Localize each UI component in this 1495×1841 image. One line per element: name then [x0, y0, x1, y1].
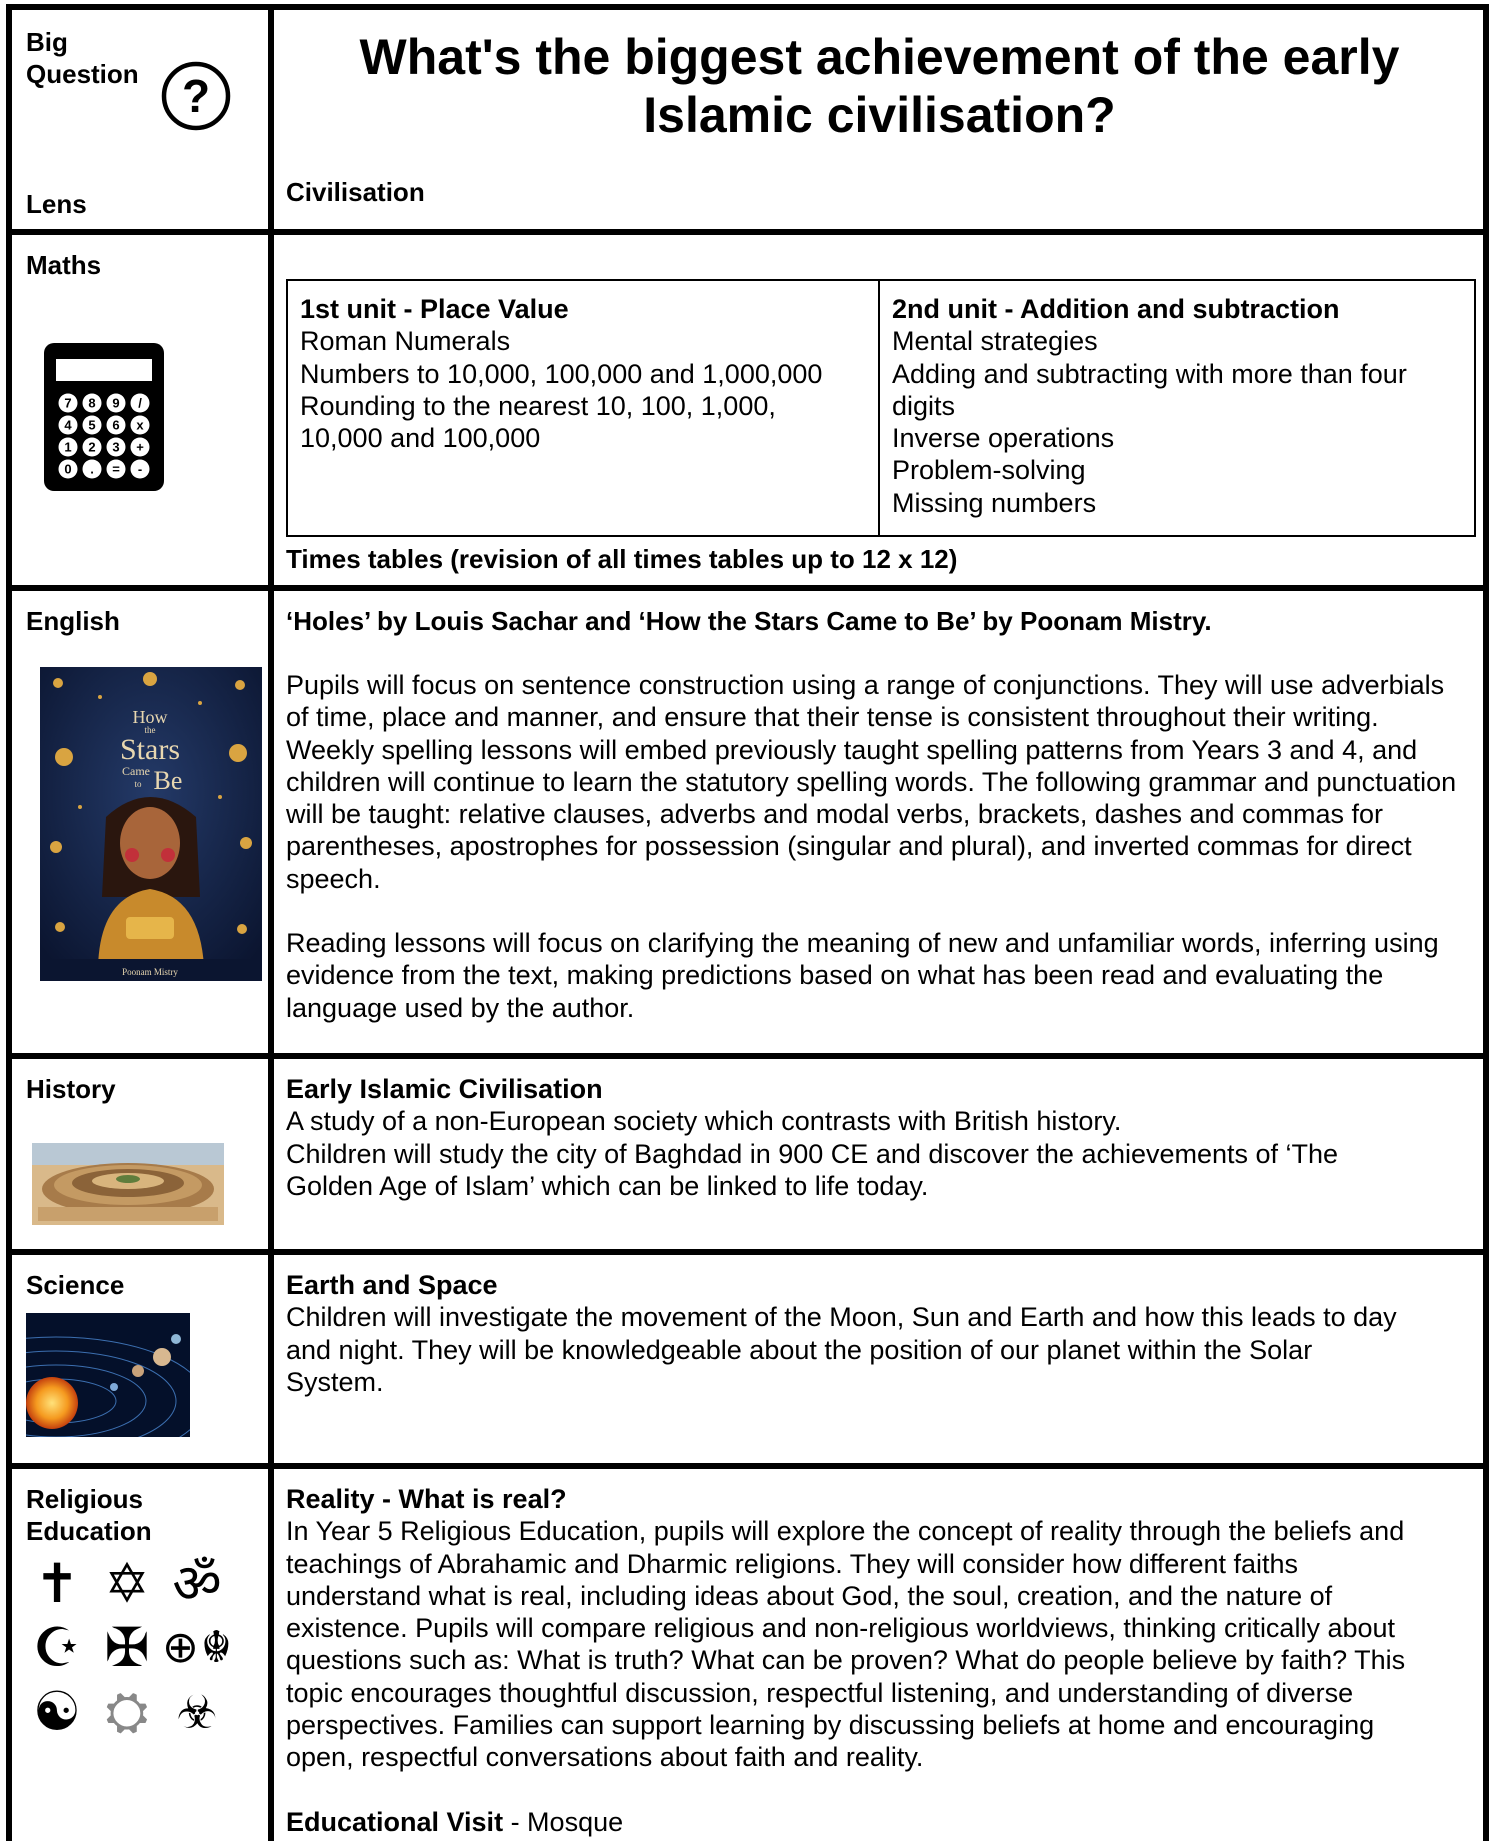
lens-value: Civilisation	[286, 177, 425, 207]
unit-2-line: Inverse operations	[892, 423, 1115, 454]
cover-title-line: Stars	[120, 733, 180, 766]
header-row	[6, 4, 1489, 229]
history-label: History	[26, 1074, 116, 1104]
english-label: English	[26, 606, 120, 636]
english-paragraph-writing: Pupils will focus on sentence construction using a range of conjunctions. They will use adverbials of time, place and manner, and ensure that their tense is consistent throughout their writing. Weekly spelling lessons will embed previously taught spelling patterns from Years 3 and 4, and children will continue to learn the statutory spelling words. The following grammar and punctuation will be taught: relative clauses, adverbs and modal verbs, brackets, dashes and commas for parentheses, apostrophes for possession (singular and plural), and inverted commas for direct speech.	[286, 670, 1457, 894]
unit-2-line: digits	[892, 390, 956, 421]
lotus-icon: ⛭	[105, 1680, 149, 1743]
cover-title-line: to	[134, 779, 142, 789]
calculator-key-label: 9	[112, 395, 120, 411]
star-of-david-icon: ✡	[104, 1552, 150, 1615]
unit-2-cell	[880, 281, 1474, 535]
question-mark-icon	[160, 60, 232, 132]
header-right-cell	[274, 10, 1483, 229]
re-label-line: Religious	[26, 1484, 144, 1514]
maths-content-cell	[274, 235, 1483, 585]
calculator-key-label: 5	[88, 417, 96, 433]
maths-row	[6, 229, 1489, 585]
calculator-key-label: =	[112, 461, 120, 477]
history-line: A study of a non-European society which contrasts with British history.	[286, 1106, 1122, 1137]
science-row	[6, 1249, 1489, 1463]
maths-label: Maths	[26, 250, 102, 280]
calculator-key-label: 4	[64, 417, 72, 433]
re-row	[6, 1463, 1489, 1841]
calculator-key-label: 8	[88, 395, 96, 411]
educational-visit-label: Educational Visit	[286, 1806, 504, 1837]
unit-2-line: Mental strategies	[892, 326, 1098, 357]
solar-system-image	[26, 1313, 190, 1437]
calculator-key-label: /	[138, 395, 142, 411]
science-line: and night. They will be knowledgeable about the position of our planet within the Solar	[286, 1334, 1313, 1365]
science-line: Children will investigate the movement of the Moon, Sun and Earth and how this leads to day	[286, 1302, 1397, 1333]
unit-2-line: Problem-solving	[892, 455, 1086, 486]
calculator-icon	[42, 341, 166, 493]
re-line: understand what is real, including ideas about God, the soul, creation, and the nature of	[286, 1580, 1333, 1611]
re-content-cell	[274, 1469, 1483, 1841]
history-content-cell	[274, 1059, 1483, 1249]
baghdad-city-image	[32, 1143, 224, 1225]
maths-units-table	[286, 279, 1476, 537]
cover-title-line: How	[132, 707, 168, 727]
unit-1-line: 10,000 and 100,000	[300, 423, 541, 454]
english-paragraph-reading: Reading lessons will focus on clarifying the meaning of new and unfamiliar words, inferring using evidence from the text, making predictions based on what has been read and evaluating the language used by the author.	[286, 928, 1439, 1023]
yin-yang-icon: ☯	[32, 1680, 82, 1743]
unit-1-cell	[288, 281, 880, 535]
unit-1-line: Roman Numerals	[300, 326, 511, 357]
times-tables-note: Times tables (revision of all times tables up to 12 x 12)	[286, 544, 958, 574]
maltese-cross-icon: ✠	[104, 1616, 150, 1679]
christian-cross-icon: ✝	[34, 1552, 80, 1615]
re-line: topic encourages thoughtful discussion, respectful listening, and understanding of diverse	[286, 1677, 1354, 1708]
header-left-cell	[12, 10, 274, 229]
maths-label-cell	[12, 235, 274, 585]
om-icon: ॐ	[172, 1552, 222, 1615]
unit-1-line: Numbers to 10,000, 100,000 and 1,000,000	[300, 358, 823, 389]
english-row	[6, 585, 1489, 1053]
calculator-key-label: .	[90, 461, 94, 477]
science-title: Earth and Space	[286, 1270, 498, 1300]
re-title: Reality - What is real?	[286, 1484, 567, 1514]
english-books-title: ‘Holes’ by Louis Sachar and ‘How the Stars Came to Be’ by Poonam Mistry.	[286, 606, 1212, 636]
star-and-crescent-icon: ☪	[32, 1616, 82, 1679]
educational-visit	[286, 1806, 1483, 1838]
english-label-cell	[12, 591, 274, 1053]
calculator-key-label: 0	[64, 461, 72, 477]
calculator-key-label: 6	[112, 417, 120, 433]
re-line: perspectives. Families can support learning by discussing beliefs at home and encouraging	[286, 1710, 1375, 1741]
khanda-icon: ☬	[200, 1622, 232, 1673]
calculator-key-label: -	[137, 461, 143, 477]
calculator-key-label: 7	[64, 395, 72, 411]
unit-2-title: 2nd unit - Addition and subtraction	[892, 294, 1340, 324]
science-line: System.	[286, 1366, 384, 1397]
unit-2-line: Missing numbers	[892, 487, 1097, 518]
lens-label: Lens	[26, 189, 87, 219]
big-question-label: Big Question	[26, 27, 139, 89]
science-label-cell	[12, 1255, 274, 1463]
svg-text:?: ?	[181, 70, 211, 122]
history-title: Early Islamic Civilisation	[286, 1074, 603, 1104]
re-label-cell	[12, 1469, 274, 1841]
history-label-cell	[12, 1059, 274, 1249]
book-cover-image	[40, 667, 262, 981]
cover-title-line: Be	[153, 766, 183, 795]
history-row	[6, 1053, 1489, 1249]
educational-visit-value: - Mosque	[503, 1806, 624, 1837]
calculator-key-label: 2	[88, 439, 96, 455]
english-content-cell	[274, 591, 1483, 1053]
re-line: teachings of Abrahamic and Dharmic religions. They will consider how different faiths	[286, 1548, 1299, 1579]
big-question-title: What's the biggest achievement of the early Islamic civilisation?	[359, 29, 1400, 143]
cover-title-line: Came	[122, 764, 150, 778]
unit-2-line: Adding and subtracting with more than four	[892, 358, 1407, 389]
history-line: Golden Age of Islam’ which can be linked to life today.	[286, 1170, 929, 1201]
re-line: open, respectful conversations about faith and reality.	[286, 1742, 924, 1773]
re-label-line: Education	[26, 1516, 152, 1546]
calculator-key-label: 3	[112, 439, 120, 455]
re-line: questions such as: What is truth? What can be proven? What do people believe by faith? This	[286, 1645, 1406, 1676]
unit-1-line: Rounding to the nearest 10, 100, 1,000,	[300, 390, 776, 421]
unit-1-title: 1st unit - Place Value	[300, 294, 569, 324]
calculator-key-label: +	[136, 439, 144, 455]
science-label: Science	[26, 1270, 125, 1300]
circled-cross-icon: ⊕	[162, 1622, 199, 1673]
history-line: Children will study the city of Baghdad in 900 CE and discover the achievements of ‘The	[286, 1138, 1339, 1169]
cover-title-line: the	[144, 725, 156, 735]
calculator-key-label: 1	[64, 439, 72, 455]
calculator-key-label: x	[136, 417, 144, 433]
science-content-cell	[274, 1255, 1483, 1463]
cover-author: Poonam Mistry	[122, 967, 178, 977]
re-line: existence. Pupils will compare religious and non-religious worldviews, thinking critically about	[286, 1613, 1396, 1644]
humanist-symbol-icon: ☣	[176, 1685, 218, 1739]
re-line: In Year 5 Religious Education, pupils will explore the concept of reality through the beliefs and	[286, 1516, 1405, 1547]
